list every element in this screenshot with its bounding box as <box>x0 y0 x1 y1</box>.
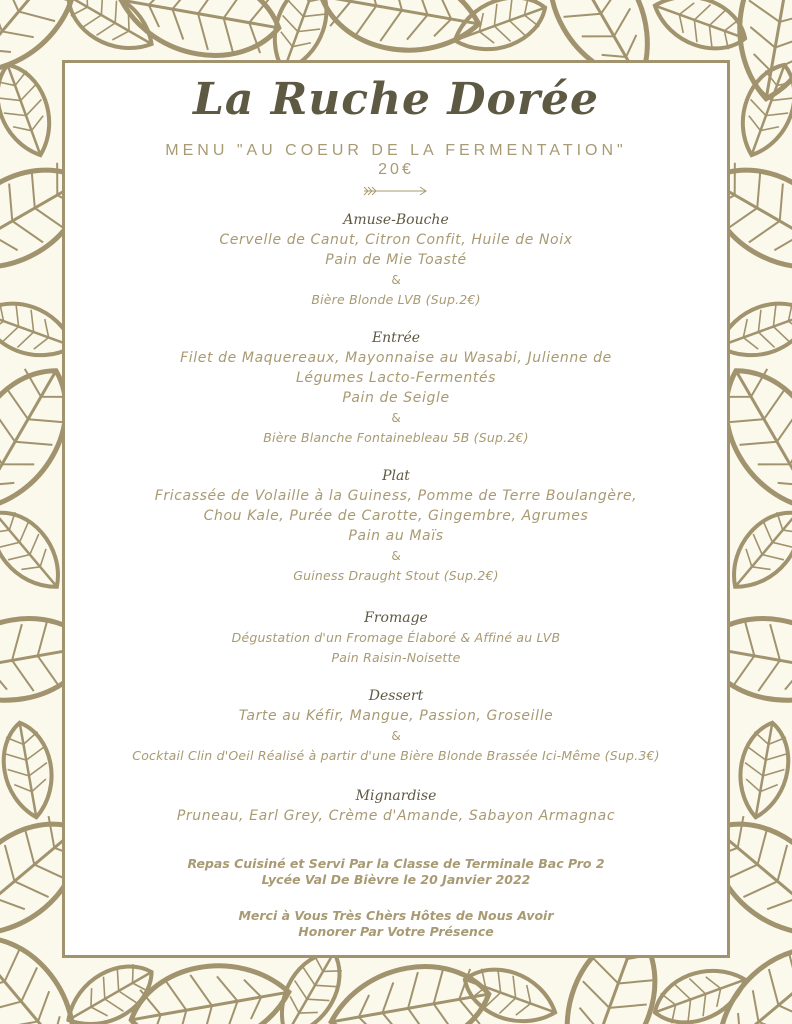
dish-line: Tarte au Kéfir, Mangue, Passion, Groseille <box>238 708 554 724</box>
bread-line: Pain de Mie Toasté <box>325 252 467 268</box>
arrow-icon <box>362 184 430 198</box>
restaurant-title: La Ruche Dorée <box>192 74 600 125</box>
pairing-line: Bière Blonde LVB (Sup.2€) <box>311 292 481 307</box>
section-heading: Amuse-Bouche <box>343 212 449 228</box>
bread-line: Pain de Seigle <box>342 390 450 406</box>
ampersand: & <box>391 411 401 425</box>
ampersand: & <box>391 273 401 287</box>
credits <box>62 856 730 888</box>
bread-line: Pain au Maïs <box>348 528 444 544</box>
menu-price: 20€ <box>378 161 414 178</box>
dish-line: Fricassée de Volaille à la Guiness, Pomme de Terre Boulangère, <box>154 488 638 504</box>
dish-line: Légumes Lacto-Fermentés <box>295 370 497 386</box>
section-plat <box>62 466 730 586</box>
section-heading: Fromage <box>364 610 428 626</box>
pairing-line: Guiness Draught Stout (Sup.2€) <box>293 568 499 583</box>
bread-line: Pain Raisin-Noisette <box>331 650 461 665</box>
dish-line: Cervelle de Canut, Citron Confit, Huile de Noix <box>219 232 573 248</box>
credits-line: Repas Cuisiné et Servi Par la Classe de Terminale Bac Pro 2 <box>187 856 605 871</box>
thanks-line: Merci à Vous Très Chèrs Hôtes de Nous Avoir <box>238 908 554 923</box>
section-mignardise <box>62 786 730 826</box>
section-heading: Dessert <box>368 688 424 704</box>
pairing-line: Cocktail Clin d'Oeil Réalisé à partir d'une Bière Blonde Brassée Ici-Même (Sup.3€) <box>132 748 660 763</box>
menu-content <box>62 60 730 958</box>
section-dessert <box>62 686 730 766</box>
ampersand: & <box>391 549 401 563</box>
dish-line: Chou Kale, Purée de Carotte, Gingembre, Agrumes <box>203 508 589 524</box>
section-heading: Mignardise <box>355 788 437 804</box>
dish-line: Dégustation d'un Fromage Élaboré & Affiné au LVB <box>231 630 561 645</box>
section-fromage <box>62 608 730 668</box>
section-amuse-bouche <box>62 210 730 310</box>
section-heading: Entrée <box>371 330 421 346</box>
dish-line: Pruneau, Earl Grey, Crème d'Amande, Sabayon Armagnac <box>176 808 616 824</box>
dish-line: Filet de Maquereaux, Mayonnaise au Wasabi, Julienne de <box>180 350 612 366</box>
credits-line: Lycée Val De Bièvre le 20 Janvier 2022 <box>261 872 531 887</box>
section-entree <box>62 328 730 448</box>
menu-name: MENU "AU COEUR DE LA FERMENTATION" <box>165 142 627 159</box>
thanks <box>62 908 730 940</box>
ampersand: & <box>391 729 401 743</box>
section-heading: Plat <box>382 468 410 484</box>
thanks-line: Honorer Par Votre Présence <box>298 924 494 939</box>
pairing-line: Bière Blanche Fontainebleau 5B (Sup.2€) <box>263 430 529 445</box>
